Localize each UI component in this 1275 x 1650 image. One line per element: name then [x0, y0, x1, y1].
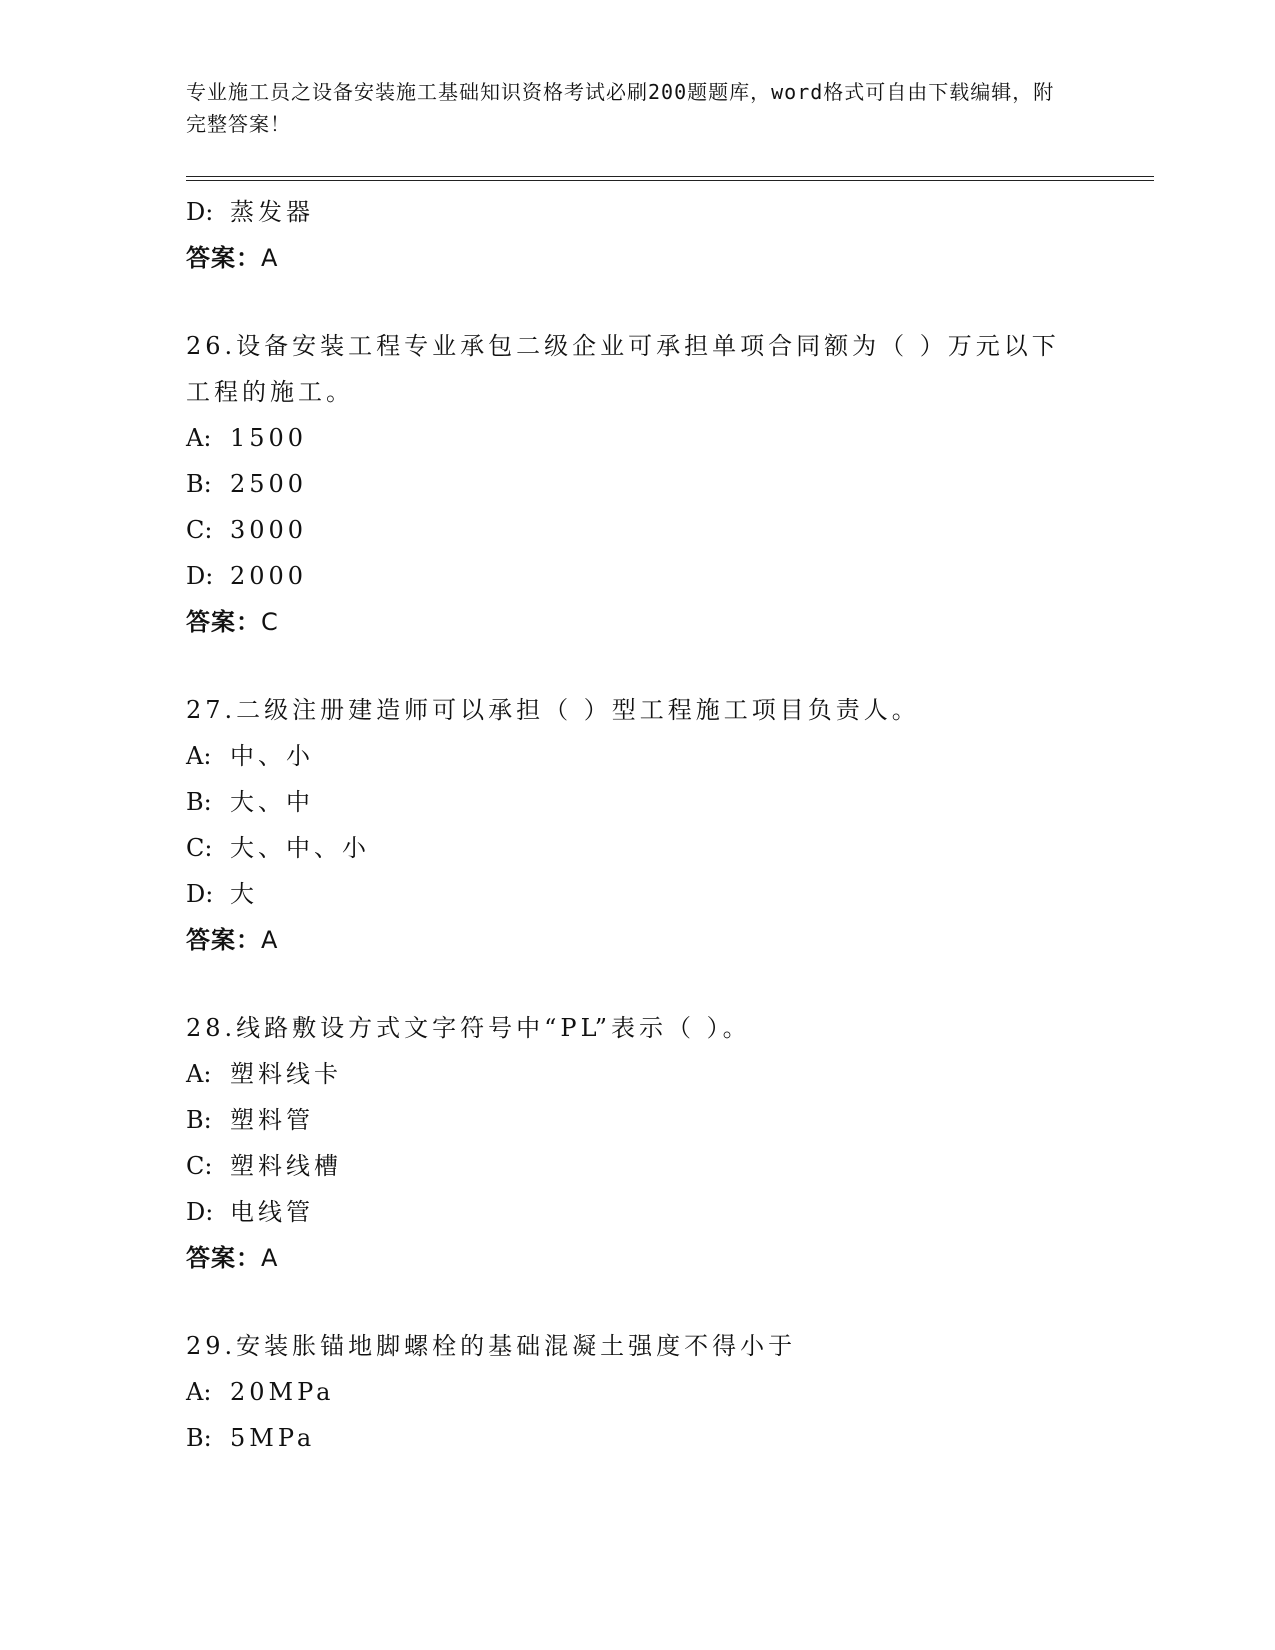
option-text: 3000: [230, 516, 308, 544]
option-label: A:: [186, 1378, 212, 1406]
option-label: A:: [186, 1060, 212, 1088]
option-row: [186, 1415, 1086, 1461]
option-row: [186, 779, 1086, 825]
option-row: [186, 1189, 1086, 1235]
option-text: 2500: [230, 470, 308, 498]
option-row: [186, 189, 1086, 235]
answer-row: [186, 1235, 1086, 1281]
option-row: [186, 1097, 1086, 1143]
option-text: 蒸发器: [230, 198, 314, 226]
option-label: B:: [186, 788, 212, 816]
question-stem: 28.线路敷设方式文字符号中“PL”表示（ ）。: [186, 1014, 751, 1042]
answer-row: [186, 599, 1086, 645]
answer-label: 答案：: [186, 926, 261, 954]
option-text: 大、中: [230, 788, 314, 816]
option-label: C:: [186, 516, 213, 544]
option-label: B:: [186, 470, 212, 498]
option-label: D:: [186, 880, 214, 908]
option-row: [186, 871, 1086, 917]
answer-value: A: [261, 244, 279, 272]
option-label: B:: [186, 1106, 212, 1134]
option-row: [186, 553, 1086, 599]
option-label: D:: [186, 562, 214, 590]
option-row: [186, 461, 1086, 507]
answer-label: 答案：: [186, 608, 261, 636]
answer-row: [186, 235, 1086, 281]
answer-row: [186, 917, 1086, 963]
answer-label: 答案：: [186, 1244, 261, 1272]
answer-label: 答案：: [186, 244, 261, 272]
option-row: [186, 825, 1086, 871]
page-header: [186, 76, 1066, 140]
option-row: [186, 733, 1086, 779]
option-text: 塑料线槽: [230, 1152, 342, 1180]
answer-value: C: [261, 608, 279, 636]
option-text: 20MPa: [230, 1378, 335, 1406]
option-label: D:: [186, 198, 214, 226]
header-divider: [186, 176, 1154, 181]
answer-value: A: [261, 926, 279, 954]
option-row: [186, 1051, 1086, 1097]
option-row: [186, 415, 1086, 461]
option-row: [186, 1143, 1086, 1189]
question-stem: 27.二级注册建造师可以承担（ ）型工程施工项目负责人。: [186, 696, 920, 724]
option-label: D:: [186, 1198, 214, 1226]
question-stem: 29.安装胀锚地脚螺栓的基础混凝土强度不得小于: [186, 1332, 797, 1360]
option-text: 电线管: [230, 1198, 314, 1226]
option-text: 2000: [230, 562, 308, 590]
option-text: 1500: [230, 424, 308, 452]
option-text: 塑料线卡: [230, 1060, 342, 1088]
option-row: [186, 1369, 1086, 1415]
header-title: 专业施工员之设备安装施工基础知识资格考试必刷200题题库，word格式可自由下载编辑，附完整答案！: [186, 80, 1055, 136]
answer-value: A: [261, 1244, 279, 1272]
option-label: C:: [186, 834, 213, 862]
option-text: 塑料管: [230, 1106, 314, 1134]
option-label: B:: [186, 1424, 212, 1452]
option-text: 大: [230, 880, 258, 908]
option-label: C:: [186, 1152, 213, 1180]
option-row: [186, 507, 1086, 553]
option-label: A:: [186, 742, 212, 770]
question-stem: 26.设备安装工程专业承包二级企业可承担单项合同额为（ ）万元以下工程的施工。: [186, 332, 1060, 406]
question-list: [186, 189, 1086, 1461]
option-label: A:: [186, 424, 212, 452]
option-text: 大、中、小: [230, 834, 370, 862]
option-text: 5MPa: [230, 1424, 316, 1452]
option-text: 中、小: [230, 742, 314, 770]
